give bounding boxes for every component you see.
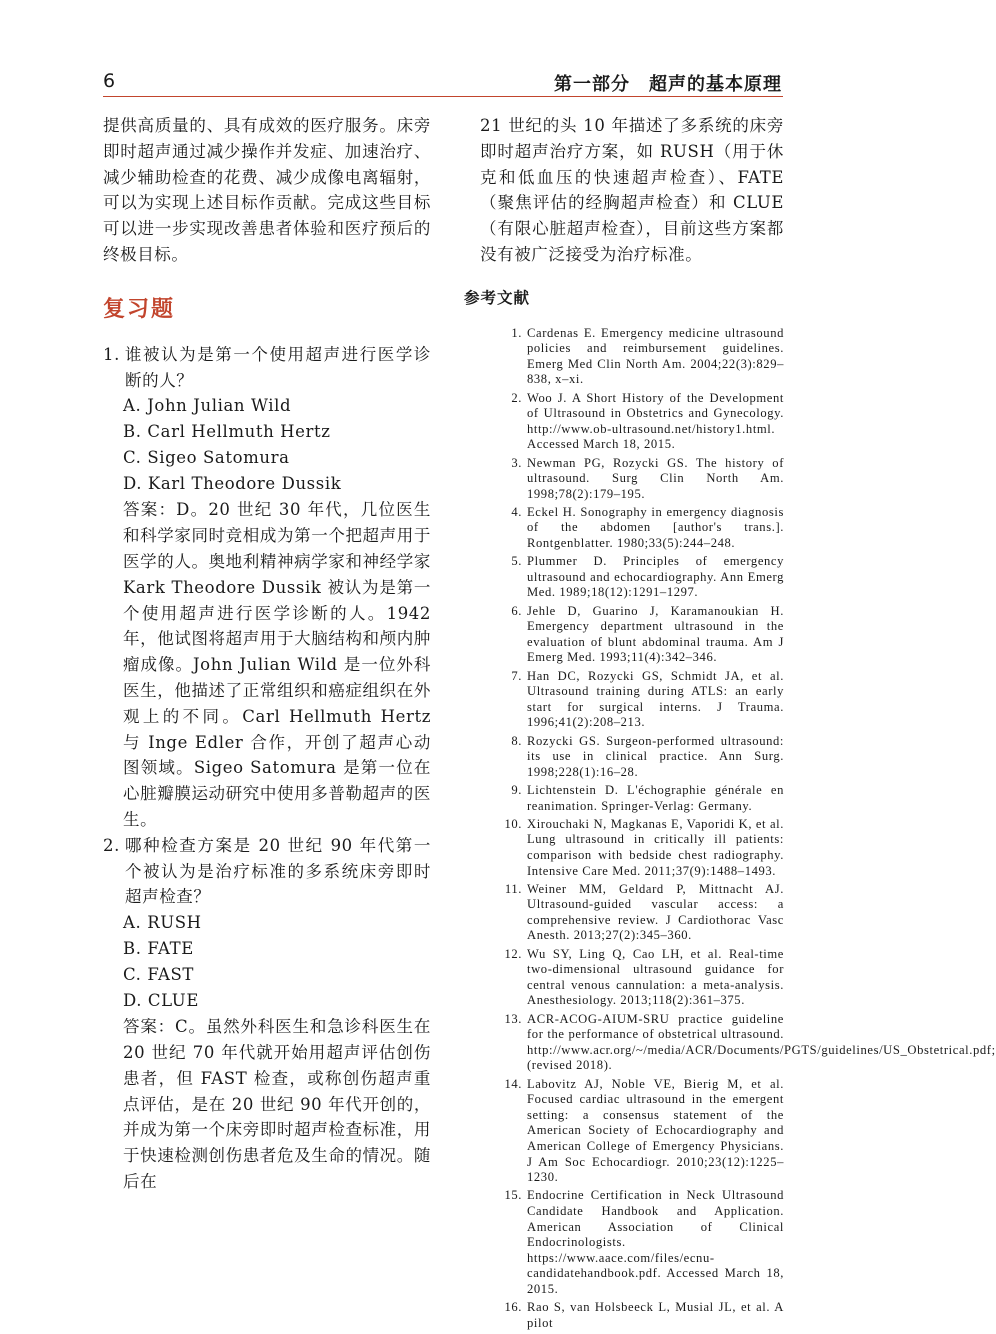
header-rule xyxy=(103,96,783,97)
option-a: A. John Julian Wild xyxy=(123,396,292,416)
reference-number: 2. xyxy=(511,390,522,405)
reference-text: Labovitz AJ, Noble VE, Bierig M, et al. Focused cardiac ultrasound in the emergent setting: a consensus statement of the American Society of Echocardiography and American College of Emergency Physicians. J Am Soc Echocardiogr. 2010;23(12):1225–1230. xyxy=(527,1076,784,1185)
question-number: 2. xyxy=(103,835,120,855)
reference-item xyxy=(480,505,784,552)
question-text: 谁被认为是第一个使用超声进行医学诊断的人？ xyxy=(125,344,431,390)
reference-item xyxy=(480,783,784,814)
reference-text: Jehle D, Guarino J, Karamanoukian H. Emergency department ultrasound in the evaluation of blunt abdominal trauma. Am J Emerg Med. 1993;11(4):342–346. xyxy=(527,603,784,665)
reference-number: 6. xyxy=(511,603,522,618)
reference-text: Plummer D. Principles of emergency ultrasound and echocardiography. Ann Emerg Med. 1989;18(12):1291–1297. xyxy=(527,554,784,600)
reference-number: 14. xyxy=(504,1076,522,1091)
reference-text: Rao S, van Holsbeeck L, Musial JL, et al. A pilot xyxy=(527,1300,784,1330)
reference-text: Han DC, Rozycki GS, Schmidt JA, et al. Ultrasound training during ATLS: an early start for surgical interns. J Trauma. 1996;41(2):208–213. xyxy=(527,668,784,730)
option-d: D. Karl Theodore Dussik xyxy=(123,474,342,494)
answer-1: 答案：D。20 世纪 30 年代，几位医生和科学家同时竞相成为第一个把超声用于医学的人。奥地利精神病学家和神经学家 Kark Theodore Dussik 被认为是第一个使用超声进行医学诊断的人。1942 年，他试图将超声用于大脑结构和颅内肿瘤成像。John Julian Wild 是一位外科医生，他描述了正常组织和癌症组织在外观上的不同。Carl Hellmuth Hertz 与 Inge Edler 合作，开创了超声心动图领域。Sigeo Satomura 是第一位在心脏瓣膜运动研究中使用多普勒超声的医生。 xyxy=(123,500,431,829)
reference-number: 3. xyxy=(511,455,522,470)
continuation-paragraph: 21 世纪的头 10 年描述了多系统的床旁即时超声治疗方案，如 RUSH（用于休克和低血压的快速超声检查）、FATE（聚焦评估的经胸超声检查）和 CLUE（有限心脏超声检查），目前这些方案都没有被广泛接受为治疗标准。 xyxy=(480,116,784,264)
reference-number: 11. xyxy=(504,881,522,896)
reference-text: Weiner MM, Geldard P, Mittnacht AJ. Ultrasound-guided vascular access: a comprehensive review. J Cardiothorac Vasc Anesth. 2013;27(2):345–360. xyxy=(527,881,784,943)
running-header: 第一部分 超声的基本原理 xyxy=(554,74,782,95)
reference-text: Newman PG, Rozycki GS. The history of ultrasound. Surg Clin North Am. 1998;78(2):179–195. xyxy=(527,455,784,501)
reference-text: Woo J. A Short History of the Development of Ultrasound in Obstetrics and Gynecology. http://www.ob-ultrasound.net/history1.html. Accessed March 18, 2015. xyxy=(527,390,784,452)
reference-item xyxy=(480,882,784,944)
answer-2: 答案：C。虽然外科医生和急诊科医生在 20 世纪 70 年代就开始用超声评估创伤患者，但 FAST 检查，或称创伤超声重点评估，是在 20 世纪 90 年代开创的，并成为第一个床旁即时超声检查标准，用于快速检测创伤患者危及生命的情况。随后在 xyxy=(123,1017,431,1191)
reference-item xyxy=(480,1077,784,1186)
question-1-options xyxy=(103,393,431,497)
question-2 xyxy=(103,833,431,910)
reference-item xyxy=(480,554,784,601)
option-b: B. FATE xyxy=(123,939,194,959)
question-1 xyxy=(103,342,431,394)
reference-number: 4. xyxy=(511,504,522,519)
reference-item xyxy=(480,604,784,666)
references-list xyxy=(480,325,996,1332)
reference-item xyxy=(480,326,784,388)
question-text: 哪种检查方案是 20 世纪 90 年代第一个被认为是治疗标准的多系统床旁即时超声检查？ xyxy=(125,835,431,907)
reference-number: 5. xyxy=(511,554,522,569)
reference-text: Lichtenstein D. L'échographie générale en reanimation. Springer-Verlag: Germany. xyxy=(527,782,784,813)
reference-number: 15. xyxy=(504,1188,522,1203)
reference-text: Endocrine Certification in Neck Ultrasound Candidate Handbook and Application. American Association of Clinical Endocrinologists. https://www.aace.com/files/ecnu-candidatehandbook.pdf. Accessed March 18, 2015. xyxy=(527,1188,784,1296)
reference-text: Xirouchaki N, Magkanas E, Vaporidi K, et al. Lung ultrasound in critically ill patients: comparison with bedside chest radiography. Intensive Care Med. 2011;37(9):1488–1493. xyxy=(527,816,784,878)
reference-item xyxy=(480,734,784,781)
option-d: D. CLUE xyxy=(123,991,199,1011)
reference-item xyxy=(480,817,784,879)
option-c: C. Sigeo Satomura xyxy=(123,448,290,468)
question-2-options xyxy=(103,910,431,1014)
option-b: B. Carl Hellmuth Hertz xyxy=(123,422,331,442)
option-a: A. RUSH xyxy=(123,913,202,933)
reference-number: 10. xyxy=(504,816,522,831)
reference-text: Wu SY, Ling Q, Cao LH, et al. Real-time two-dimensional ultrasound guidance for central venous cannulation: a meta-analysis. Anesthesiology. 2013;118(2):361–375. xyxy=(527,946,784,1008)
reference-number: 7. xyxy=(511,668,522,683)
reference-text: Eckel H. Sonography in emergency diagnosis of the abdomen [author's trans.]. Rontgenblatter. 1980;33(5):244–248. xyxy=(527,504,784,551)
question-number: 1. xyxy=(103,344,120,364)
reference-item xyxy=(480,391,784,453)
reference-item xyxy=(480,1011,996,1074)
reference-text: ACR-ACOG-AIUM-SRU practice guideline for the performance of obstetrical ultrasound. http://www.acr.org/~/media/ACR/Documents/PGTS/guidelines/US_Obstetrical.pdf; (revised 2018). xyxy=(527,1011,996,1073)
left-column xyxy=(103,113,431,1195)
intro-paragraph: 提供高质量的、具有成效的医疗服务。床旁即时超声通过减少操作并发症、加速治疗、减少辅助检查的花费、减少成像电离辐射，可以为实现上述目标作贡献。完成这些目标可以进一步实现改善患者体验和医疗预后的终极目标。 xyxy=(103,116,431,264)
section-title-review-questions: 复习题 xyxy=(103,295,176,322)
reference-item xyxy=(480,1188,784,1297)
reference-number: 12. xyxy=(504,946,522,961)
reference-number: 13. xyxy=(504,1011,522,1026)
reference-item xyxy=(480,669,784,731)
reference-number: 9. xyxy=(511,782,522,797)
reference-text: Rozycki GS. Surgeon-performed ultrasound: its use in clinical practice. Ann Surg. 1998;228(1):16–28. xyxy=(527,733,784,779)
reference-number: 8. xyxy=(511,733,522,748)
option-c: C. FAST xyxy=(123,965,194,985)
reference-item xyxy=(480,456,784,503)
page-number: 6 xyxy=(103,70,116,92)
reference-number: 1. xyxy=(511,325,522,340)
reference-item xyxy=(480,947,784,1009)
reference-number: 16. xyxy=(504,1300,522,1315)
right-column xyxy=(464,113,996,1334)
references-title: 参考文献 xyxy=(464,288,531,307)
reference-item xyxy=(480,1300,784,1331)
reference-text: Cardenas E. Emergency medicine ultrasound policies and reimbursement guidelines. Emerg Med Clin North Am. 2004;22(3):829–838, x–xi. xyxy=(527,325,784,387)
